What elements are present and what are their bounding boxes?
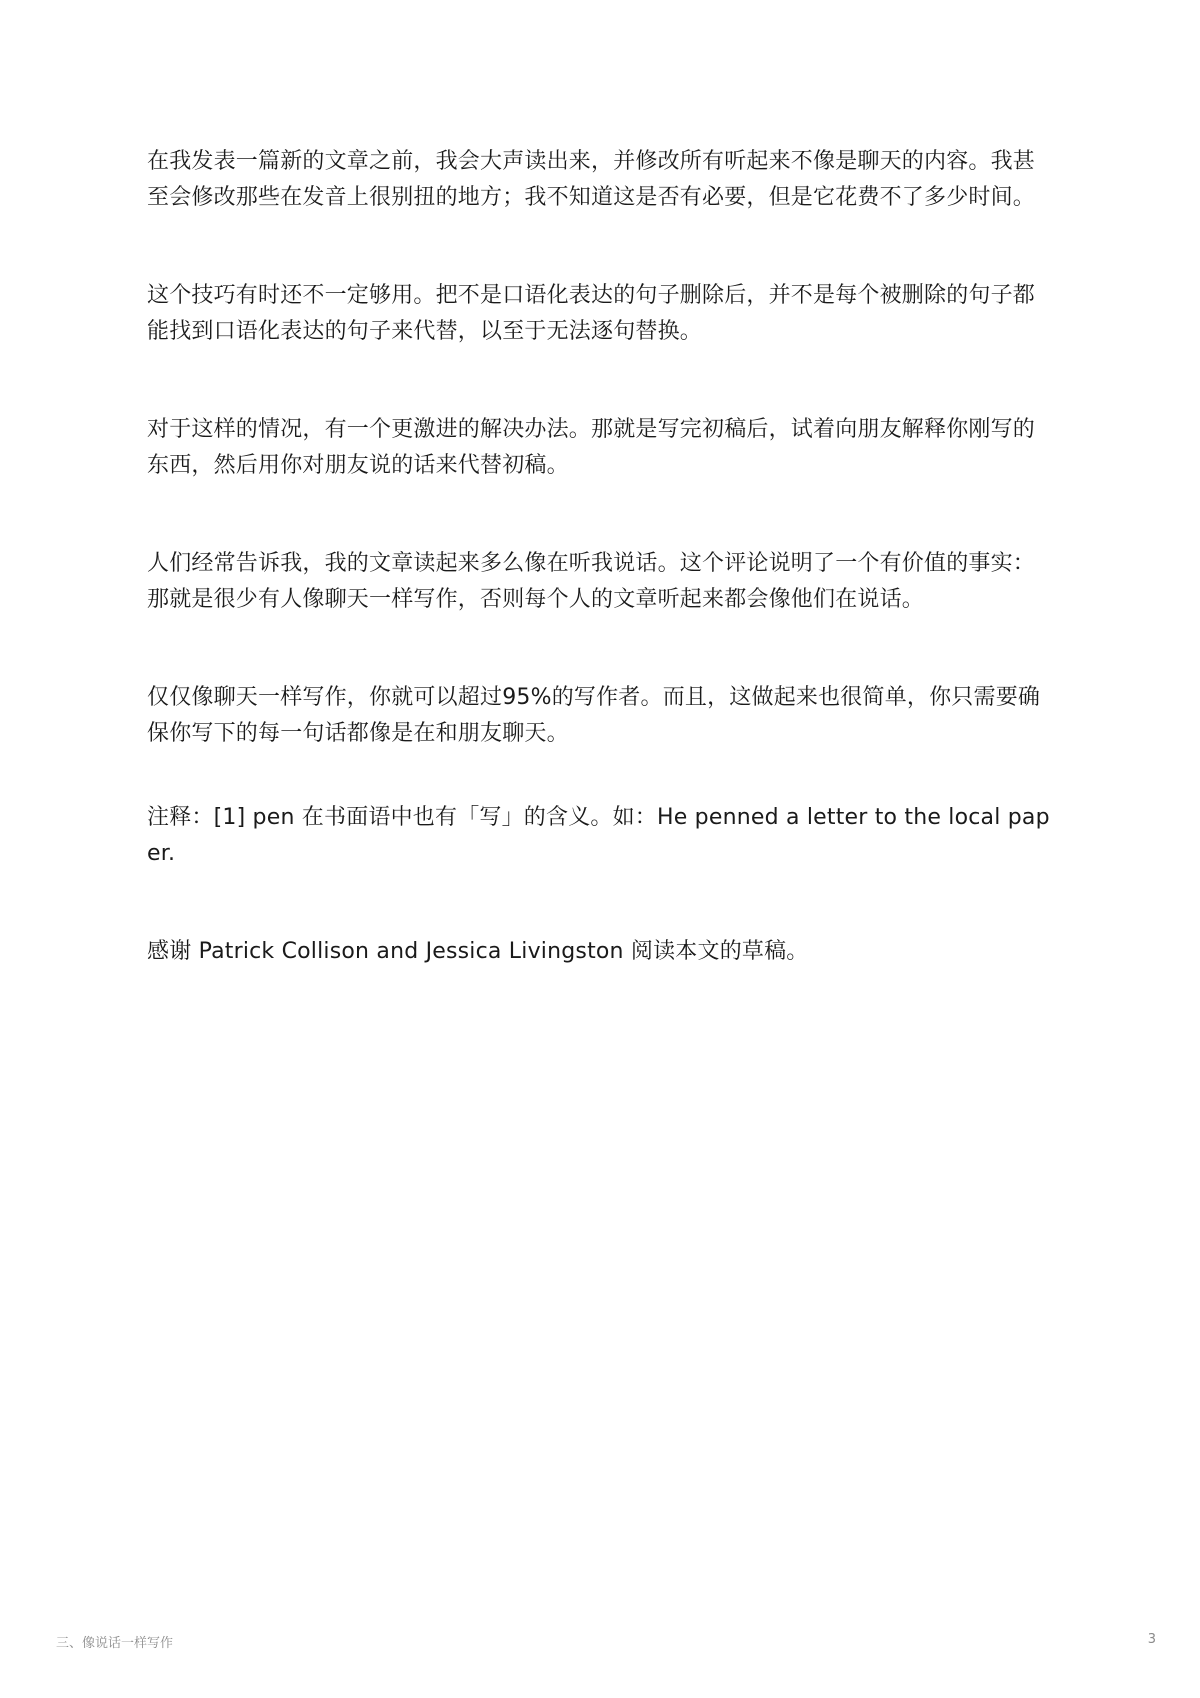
page-body [147, 144, 1053, 1032]
paragraph-radical-solution: 对于这样的情况，有一个更激进的解决办法。那就是写完初稿后，试着向朋友解释你刚写的东西，然后用你对朋友说的话来代替初稿。 [147, 417, 1036, 478]
paragraph-conclusion: 仅仅像聊天一样写作，你就可以超过95%的写作者。而且，这做起来也很简单，你只需要确保你写下的每一句话都像是在和朋友聊天。 [147, 685, 1041, 746]
acknowledgements: 感谢 Patrick Collison and Jessica Livingston 阅读本文的草稿。 [147, 939, 809, 964]
footer-section-title: 三、像说话一样写作 [56, 1636, 174, 1651]
page-number: 3 [1147, 1632, 1156, 1647]
footnote: 注释：[1] pen 在书面语中也有「写」的含义。如：He penned a letter to the local paper. [147, 805, 1050, 866]
paragraph-reader-feedback: 人们经常告诉我，我的文章读起来多么像在听我说话。这个评论说明了一个有价值的事实：那就是很少有人像聊天一样写作，否则每个人的文章听起来都会像他们在说话。 [147, 551, 1036, 612]
paragraph-technique-limits: 这个技巧有时还不一定够用。把不是口语化表达的句子删除后，并不是每个被删除的句子都能找到口语化表达的句子来代替，以至于无法逐句替换。 [147, 283, 1036, 344]
paragraph-read-aloud: 在我发表一篇新的文章之前，我会大声读出来，并修改所有听起来不像是聊天的内容。我甚至会修改那些在发音上很别扭的地方；我不知道这是否有必要，但是它花费不了多少时间。 [147, 149, 1036, 210]
